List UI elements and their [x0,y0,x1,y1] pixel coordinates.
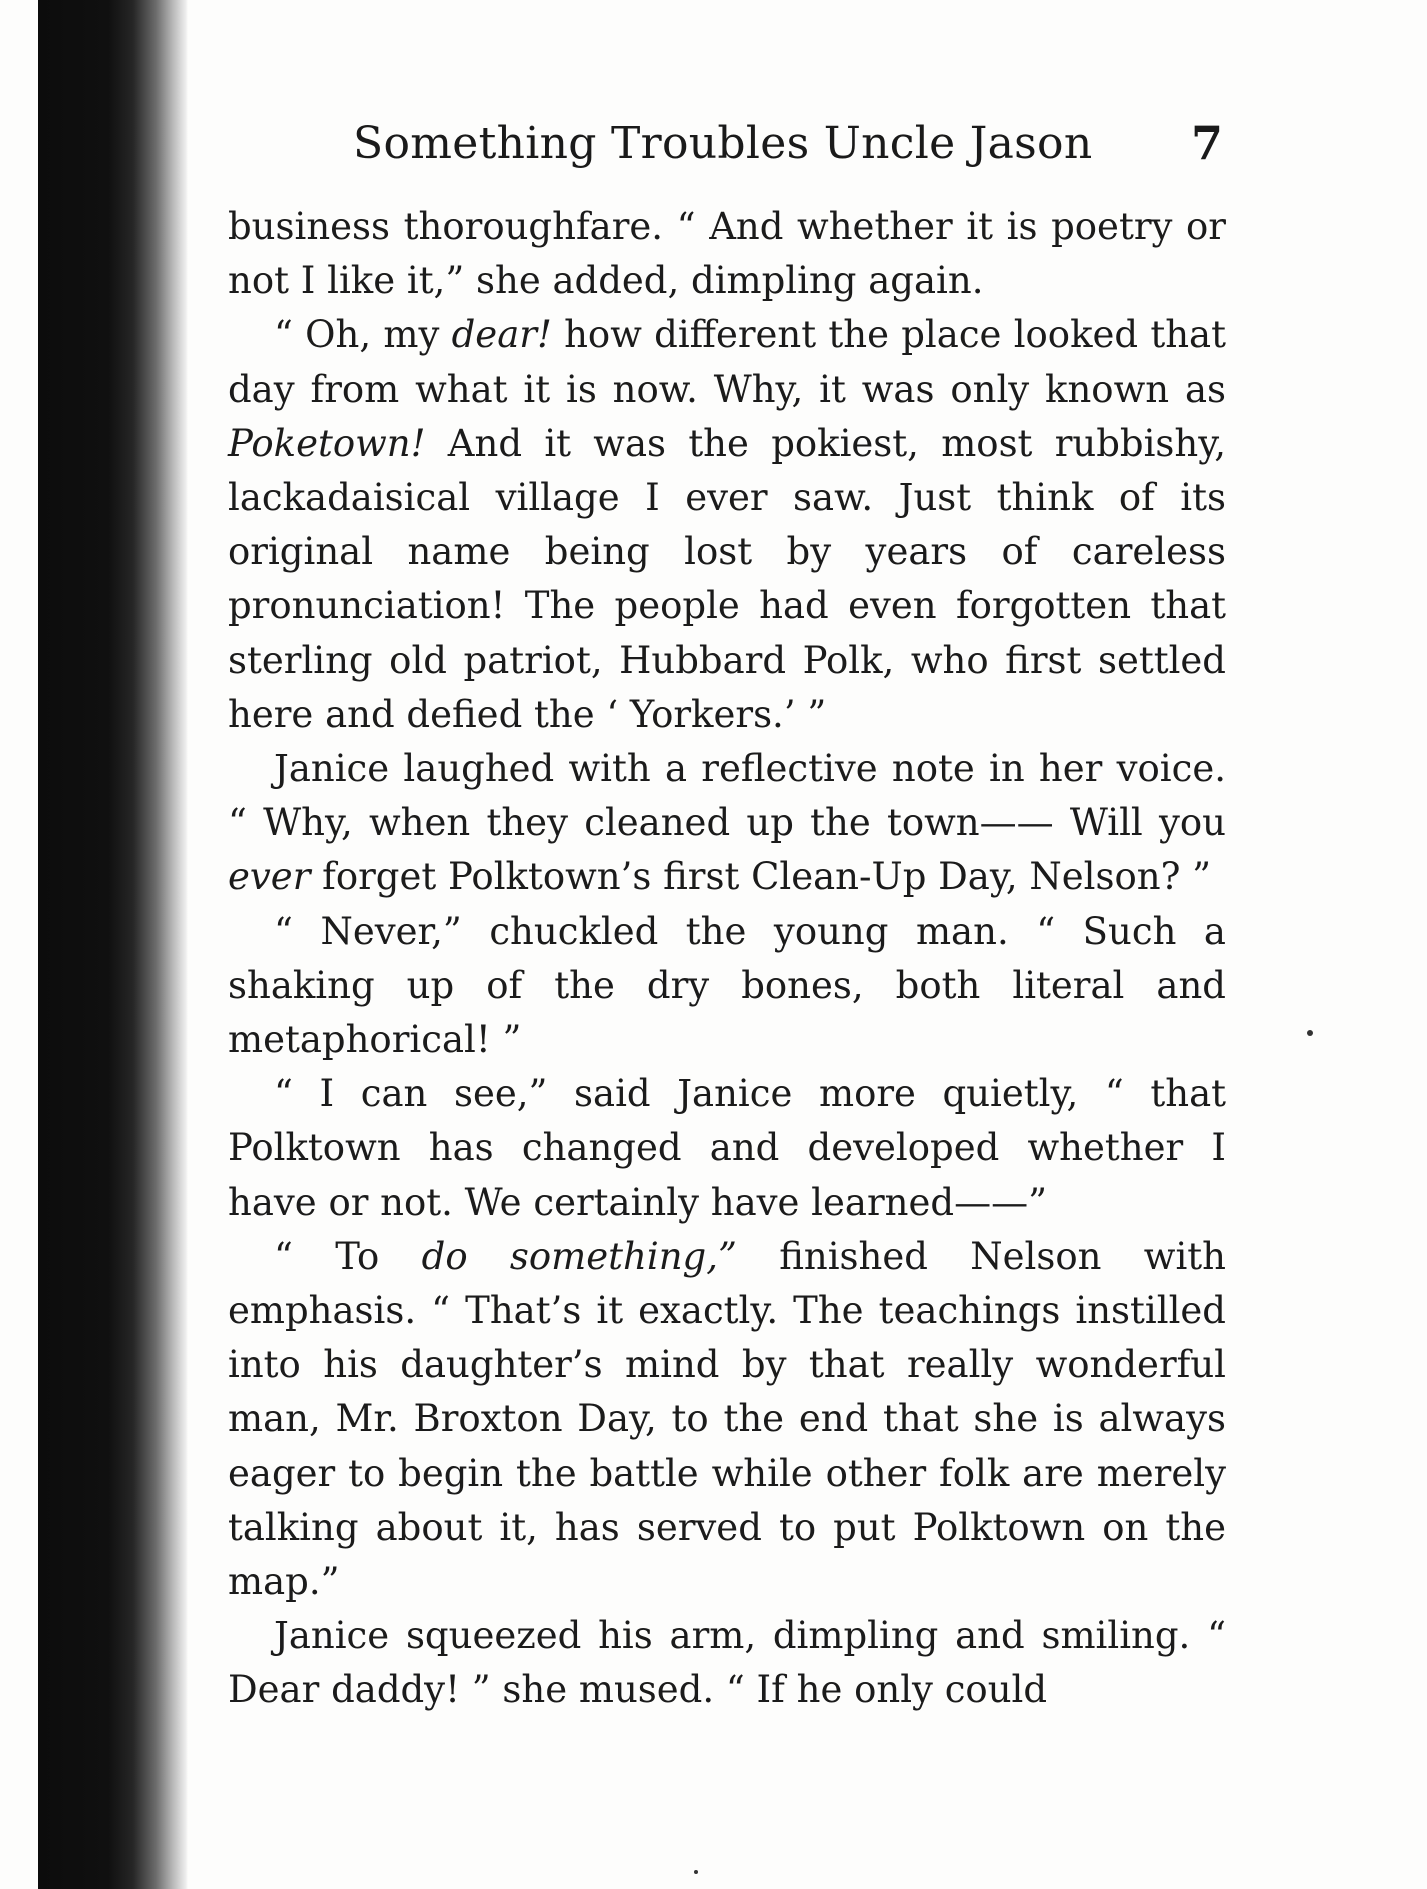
running-header [353,118,1223,188]
italic-run: ever [228,855,311,899]
text-run: business thoroughfare. “ And whether it is poetry or not I like it,” she added, dimpling again. [228,205,1226,303]
paragraph-5 [228,1067,1226,1230]
italic-run: Poketown! [228,421,426,465]
paragraph-4 [228,905,1226,1068]
scan-speck [694,1870,698,1874]
scan-speck [1307,1030,1313,1036]
italic-run: dear! [451,313,552,357]
text-run: And it was the pokiest, most rubbishy, lackadaisical village I ever saw. Just think of its original name being lost by years of careless pronunciation! The people had even forgotten that sterling old patriot, Hubbard Polk, who first settled here and defied the ‘ Yorkers.’ ” [228,421,1226,736]
body-text [228,200,1226,1718]
text-run: Janice laughed with a reflective note in her voice. “ Why, when they cleaned up the town—— Will you [228,747,1226,845]
text-run: Janice squeezed his arm, dimpling and smiling. “ Dear daddy! ” she mused. “ If he only could [228,1614,1226,1712]
paragraph-1 [228,200,1226,308]
text-run: finished Nelson with emphasis. “ That’s it exactly. The teachings instilled into his daughter’s mind by that really wonderful man, Mr. Broxton Day, to the end that she is always eager to begin the battle while other folk are merely talking about it, has served to put Polktown on the map.” [228,1234,1226,1604]
paragraph-6 [228,1230,1226,1609]
paragraph-3 [228,742,1226,905]
text-run: “ Oh, my [274,313,452,357]
text-run: “ Never,” chuckled the young man. “ Such a shaking up of the dry bones, both literal and metaphorical! ” [228,909,1226,1062]
text-run: “ I can see,” said Janice more quietly, “ that Polktown has changed and developed whether I have or not. We certainly have learned——” [228,1072,1226,1224]
page-number: 7 [1190,116,1223,170]
text-run: forget Polktown’s first Clean-Up Day, Nelson? ” [310,855,1212,899]
text-run: how different the place looked that day from what it is now. Why, it was only known as [228,313,1226,411]
text-run: “ To [274,1234,422,1278]
book-binding-shadow [38,0,188,1889]
running-title: Something Troubles Uncle Jason [353,118,1093,169]
italic-run: do something,” [421,1234,737,1278]
paragraph-7 [228,1609,1226,1717]
paragraph-2 [228,308,1226,742]
